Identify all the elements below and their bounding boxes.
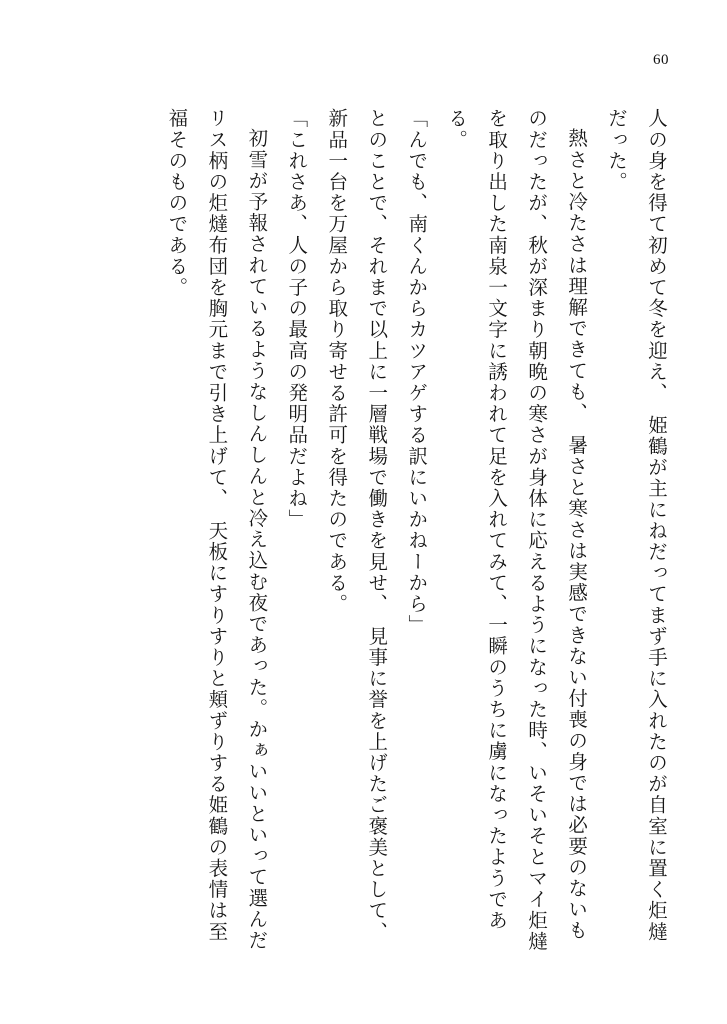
paragraph: 「これさあ、人の子の最高の発明品だよね」 <box>285 108 307 530</box>
paragraph: とのことで、それまで以上に一層戦場で働きを見せ、 見事に誉を上げたご褒美として、新品一台を万屋から取り寄せる許可を得たのである。 <box>325 108 387 943</box>
paragraph: 「んでも、南くんからカツアゲする訳にいかねーから」 <box>405 108 427 636</box>
paragraph: 熱さと冷たさは理解できても、 暑さと寒さは実感できない付喪の身では必要のないものだったが、秋が深まり朝晩の寒さが身体に応えるようになった時、いそいそとマイ炬燵を取り出した南泉一文字に誘われて足を入れてみて、一瞬のうちに虜になったようである。 <box>445 108 587 952</box>
paragraph: 人の身を得て初めて冬を迎え、 姫鶴が主にねだってまず手に入れたのが自室に置く炬燵だった。 <box>605 108 666 943</box>
vertical-text-block <box>96 108 675 958</box>
paragraph: 初雪が予報されているようなしんしんと冷え込む夜であった。かぁいいといって選んだリス柄の炬燵布団を胸元まで引き上げて、 天板にすりすりと頬ずりする姫鶴の表情は至福そのものである。 <box>165 108 267 951</box>
page-number: 60 <box>653 52 669 68</box>
